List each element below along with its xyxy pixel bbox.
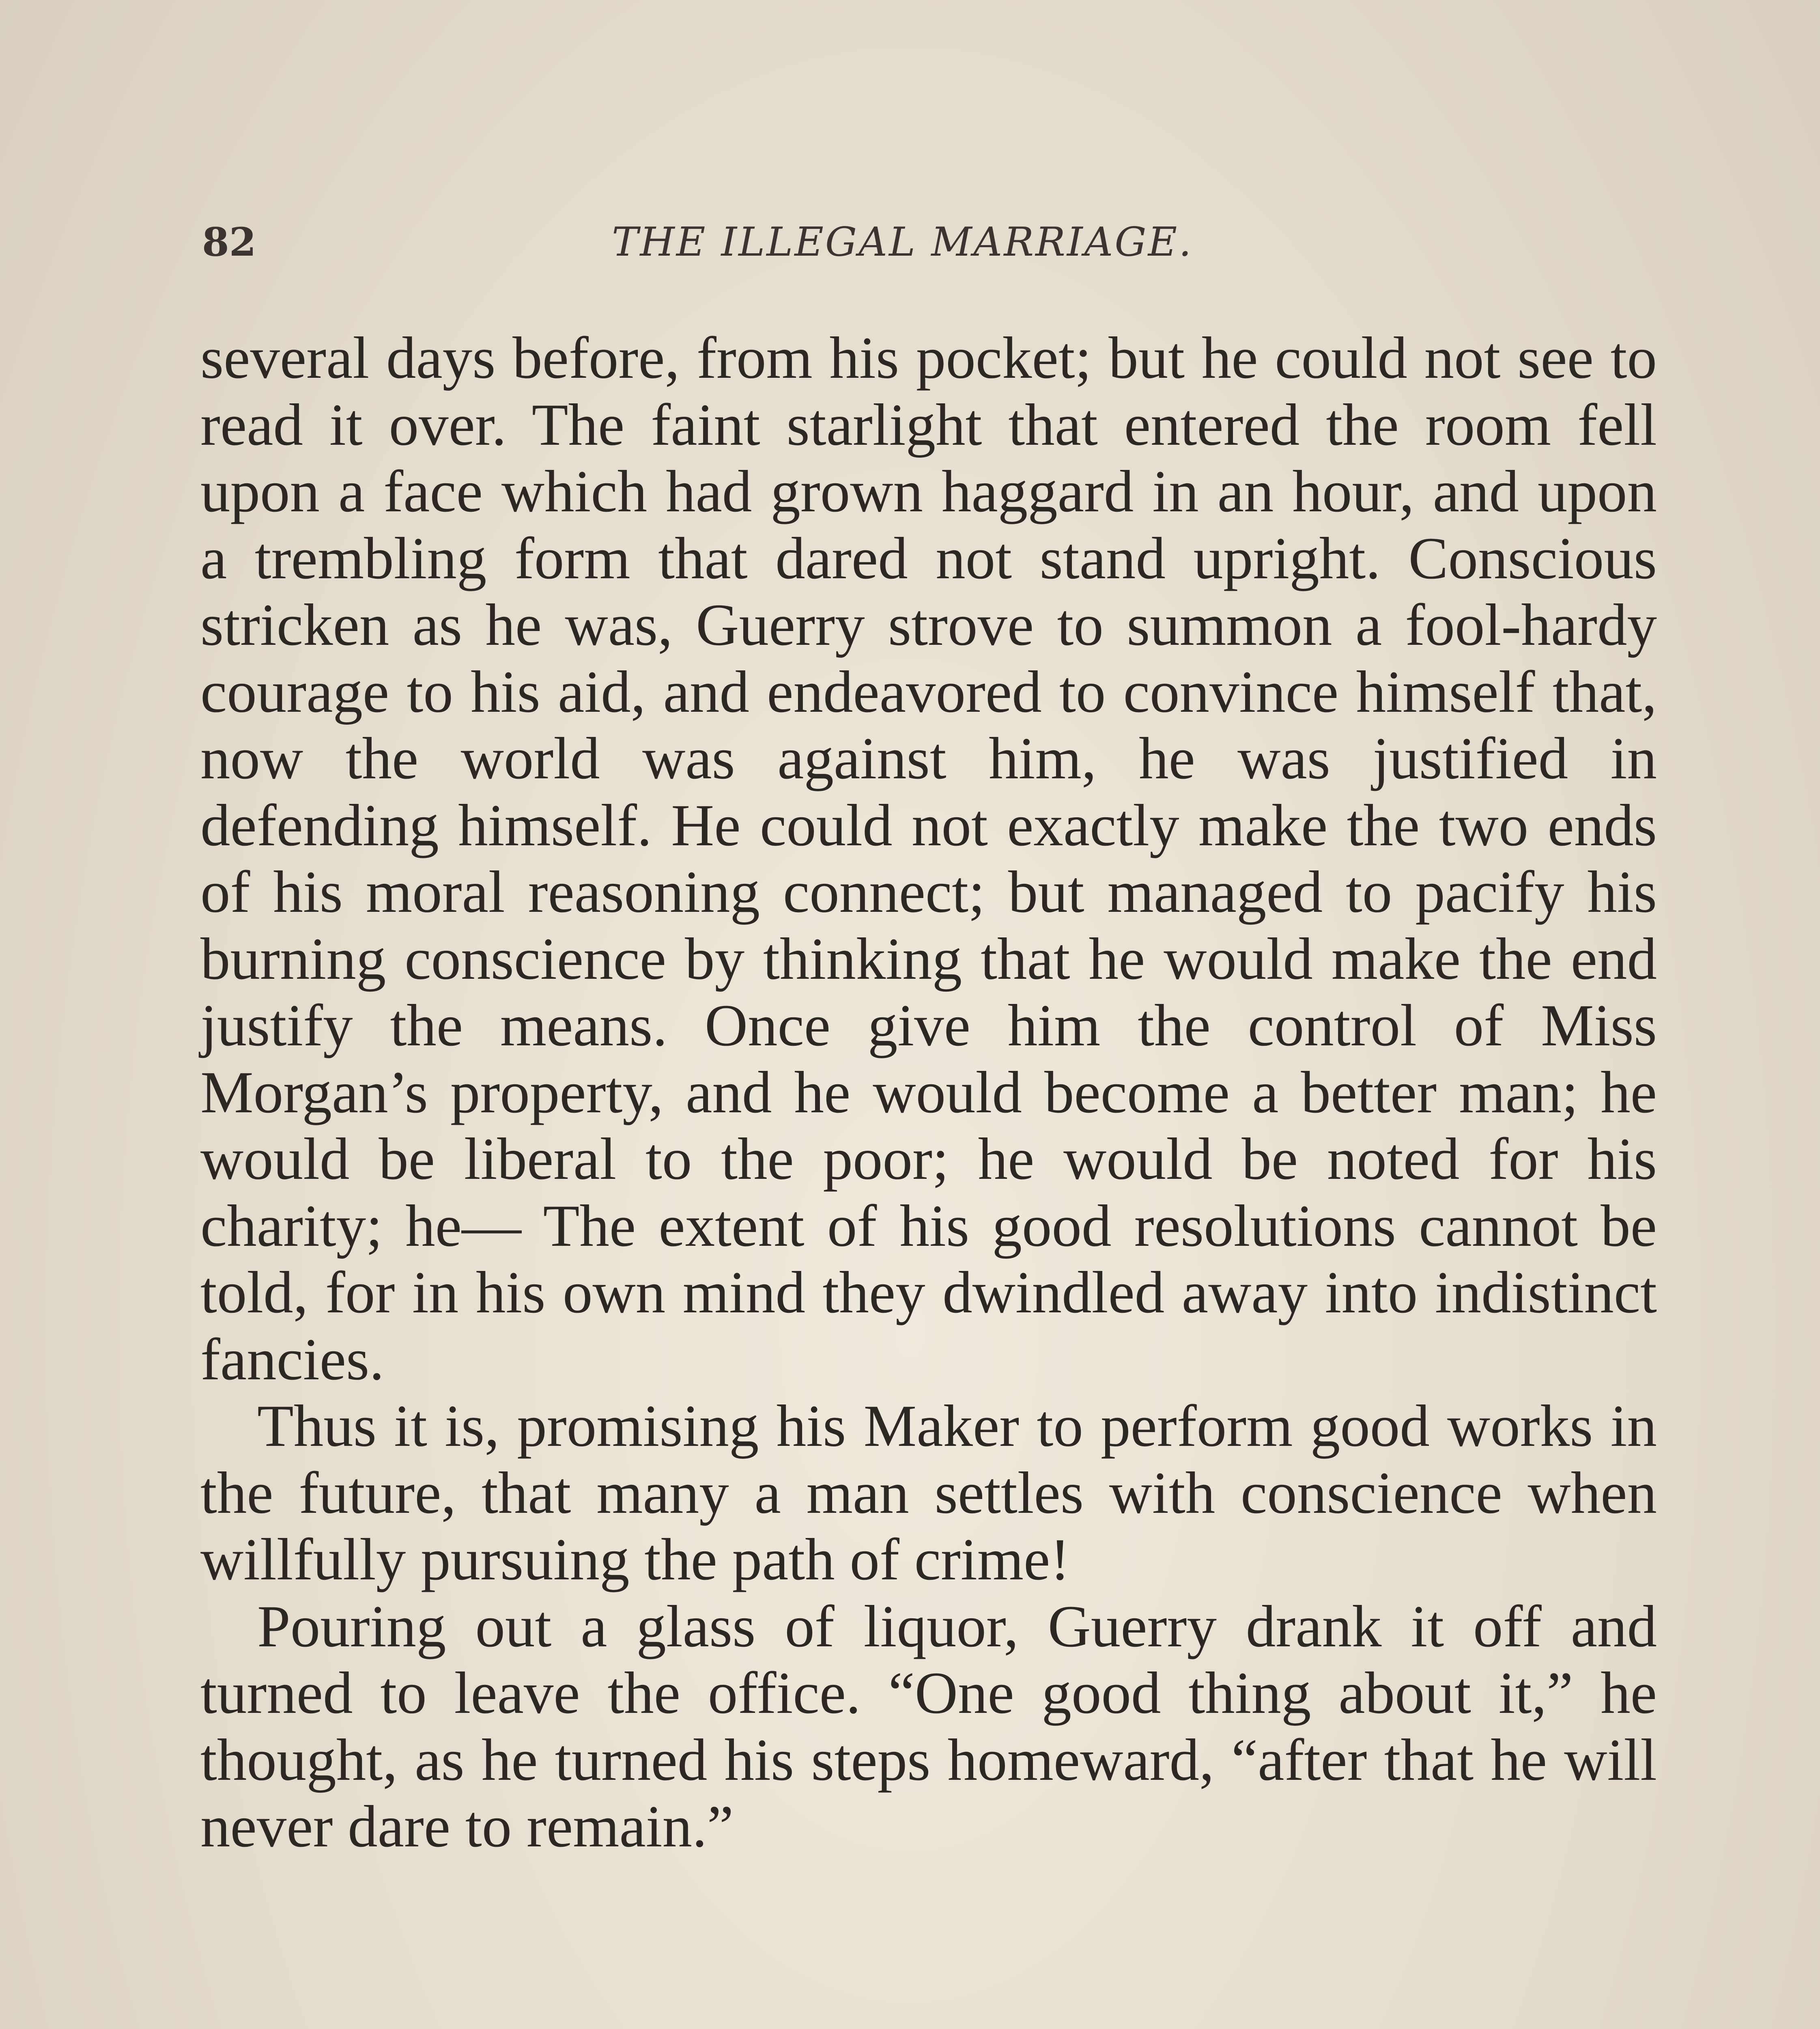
body-text bbox=[200, 325, 1657, 1860]
running-head bbox=[202, 219, 1663, 284]
paragraph-pouring-out: Pouring out a glass of liquor, Guerry drank it off and turned to leave the office. “One good thing about it,” he thought, as he turned his steps homeward, “after that he will never dare to remain.” bbox=[200, 1593, 1657, 1859]
paragraph-continuation: several days before, from his pocket; but he could not see to read it over. The faint starlight that entered the room fell upon a face which had grown haggard in an hour, and upon a trembling form that dared not stand upright. Conscious stricken as he was, Guerry strove to summon a fool-hardy courage to his aid, and endeavored to convince himself that, now the world was against him, he was justified in defending himself. He could not exactly make the two ends of his moral reasoning connect; but managed to pacify his burning conscience by thinking that he would make the end justify the means. Once give him the control of Miss Morgan’s property, and he would become a better man; he would be liberal to the poor; he would be noted for his charity; he— The extent of his good resolutions cannot be told, for in his own mind they dwindled away into indistinct fancies. bbox=[200, 325, 1657, 1392]
page-number: 82 bbox=[202, 219, 256, 265]
paragraph-thus-it-is: Thus it is, promising his Maker to perform good works in the future, that many a man settles with conscience when willfully pursuing the path of crime! bbox=[200, 1393, 1657, 1592]
running-title: THE ILLEGAL MARRIAGE. bbox=[612, 219, 1193, 265]
